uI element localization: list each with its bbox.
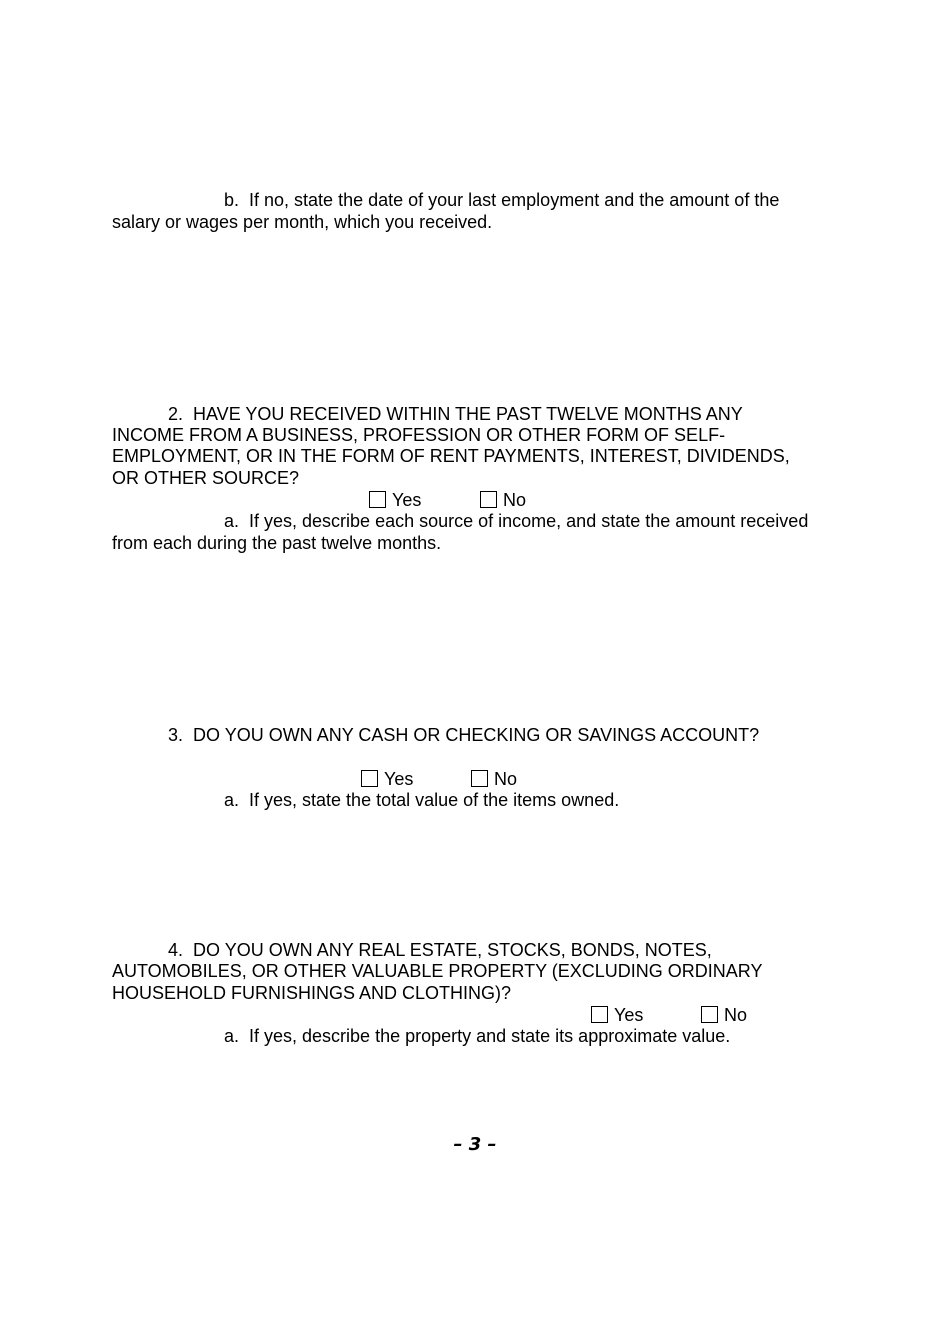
q4-text-line-1: 4. DO YOU OWN ANY REAL ESTATE, STOCKS, BONDS, NOTES, — [168, 940, 712, 960]
q2a-text-line-2: from each during the past twelve months. — [112, 533, 442, 553]
q3-no-checkbox[interactable] — [471, 770, 488, 787]
q4-text-line-2: AUTOMOBILES, OR OTHER VALUABLE PROPERTY (EXCLUDING ORDINARY — [112, 961, 763, 981]
q4-yes-option[interactable] — [581, 982, 643, 1026]
page-number: – 3 – — [453, 1134, 497, 1155]
q2-no-checkbox[interactable] — [480, 491, 497, 508]
q3-no-option[interactable] — [461, 746, 517, 790]
q4-text-line-3: HOUSEHOLD FURNISHINGS AND CLOTHING)? — [112, 983, 512, 1003]
q4a-text-line-1: a. If yes, describe the property and state its approximate value. — [224, 1026, 731, 1046]
q4-yes-label: Yes — [614, 1005, 644, 1025]
q4-no-checkbox[interactable] — [701, 1006, 718, 1023]
q3a-text-line-1: a. If yes, state the total value of the items owned. — [224, 790, 620, 810]
q4-yes-checkbox[interactable] — [591, 1006, 608, 1023]
q2-no-label: No — [503, 490, 527, 510]
q3-yes-label: Yes — [384, 769, 414, 789]
q4-no-label: No — [724, 1005, 748, 1025]
q2-text-line-4: OR OTHER SOURCE? — [112, 468, 300, 488]
q3-yes-checkbox[interactable] — [361, 770, 378, 787]
q1b-text-line-1: b. If no, state the date of your last employment and the amount of the — [224, 190, 780, 210]
q3-no-label: No — [494, 769, 518, 789]
q2-text-line-1: 2. HAVE YOU RECEIVED WITHIN THE PAST TWELVE MONTHS ANY — [168, 404, 743, 424]
q2-yes-checkbox[interactable] — [369, 491, 386, 508]
q3-text-line-1: 3. DO YOU OWN ANY CASH OR CHECKING OR SAVINGS ACCOUNT? — [168, 725, 760, 745]
q2-text-line-3: EMPLOYMENT, OR IN THE FORM OF RENT PAYMENTS, INTEREST, DIVIDENDS, — [112, 446, 790, 466]
q2-yes-label: Yes — [392, 490, 422, 510]
q2-text-line-2: INCOME FROM A BUSINESS, PROFESSION OR OTHER FORM OF SELF- — [112, 425, 726, 445]
q2-no-option[interactable] — [470, 467, 526, 511]
q2a-text-line-1: a. If yes, describe each source of income, and state the amount received — [224, 511, 809, 531]
q4-no-option[interactable] — [691, 982, 747, 1026]
q2-yes-option[interactable] — [359, 467, 421, 511]
q3-yes-option[interactable] — [351, 746, 413, 790]
q1b-text-line-2: salary or wages per month, which you received. — [112, 212, 493, 232]
